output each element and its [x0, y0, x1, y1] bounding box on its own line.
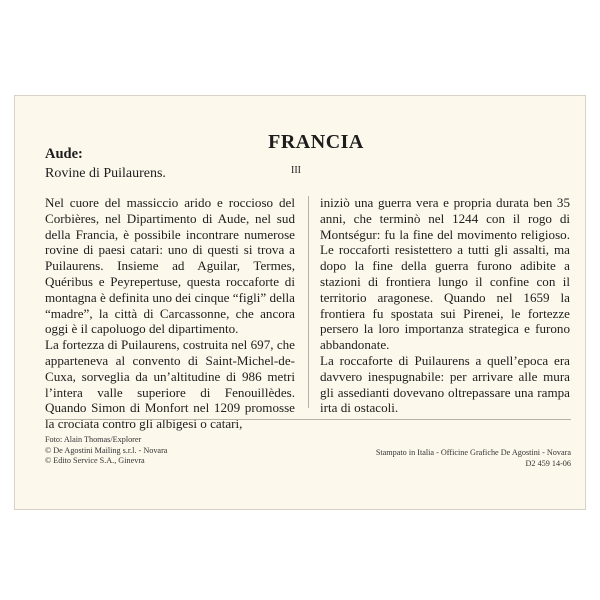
credit-line: Foto: Alain Thomas/Explorer	[45, 435, 142, 444]
credit-line: © Edito Service S.A., Ginevra	[45, 456, 145, 465]
region-label: Aude:	[45, 146, 83, 162]
card-number: III	[291, 165, 301, 176]
column-divider	[308, 196, 309, 408]
print-line: Stampato in Italia - Officine Grafiche De Agostini - Novara	[375, 448, 571, 457]
left-paragraph-2: La fortezza di Puilaurens, costruita nel 697, che apparteneva al convento di Saint-Michel-de-Cuxa, sorveglia da un’altitudine di 986 metri l’intera valle superiore di Fenouillèdes. Quando Simon di Monfort nel 1209 promosse la crociata contro gli albigesi o catari,	[45, 337, 295, 432]
print-code: D2 459 14-06	[525, 458, 571, 468]
left-column	[45, 195, 295, 432]
right-paragraph-2: La roccaforte di Puilaurens a quell’epoca era davvero inespugnabile: per arrivare alle mura gli assedianti dovevano oltrepassare una rampa irta di ostacoli.	[320, 352, 570, 416]
card-title: FRANCIA	[268, 131, 364, 153]
credits-block	[45, 435, 167, 467]
credit-line: © De Agostini Mailing s.r.l. - Novara	[45, 445, 168, 455]
info-card	[14, 95, 586, 510]
footer-rule	[45, 419, 571, 420]
left-paragraph-1: Nel cuore del massiccio arido e roccioso del Corbières, nel Dipartimento di Aude, nel sud della Francia, è possibile incontrare numerose rovine di paesi catari: uno di questi si trova a Puilaurens. Insieme ad Aguilar, Termes, Quéribus e Peyrepertuse, questa roccaforte di montagna è definita uno dei cinque “figli” della “madre”, la città di Carcassonne, che ancora oggi è il capoluogo del dipartimento.	[45, 195, 295, 337]
card-subtitle: Rovine di Puilaurens.	[45, 166, 166, 181]
right-paragraph-1: iniziò una guerra vera e propria durata ben 35 anni, che terminò nel 1244 con il rogo di Montségur: fu la fine del movimento religioso. Le roccaforti resistettero a tutti gli assalti, ma dopo la fine della guerra furono adibite a stazioni di frontiera lungo il confine con il territorio aragonese. Quando nel 1659 la frontiera fu spostata sui Pirenei, le fortezze persero la loro importanza strategica e furono abbandonate.	[320, 195, 570, 353]
print-info-block	[376, 448, 571, 469]
right-column	[320, 195, 570, 416]
